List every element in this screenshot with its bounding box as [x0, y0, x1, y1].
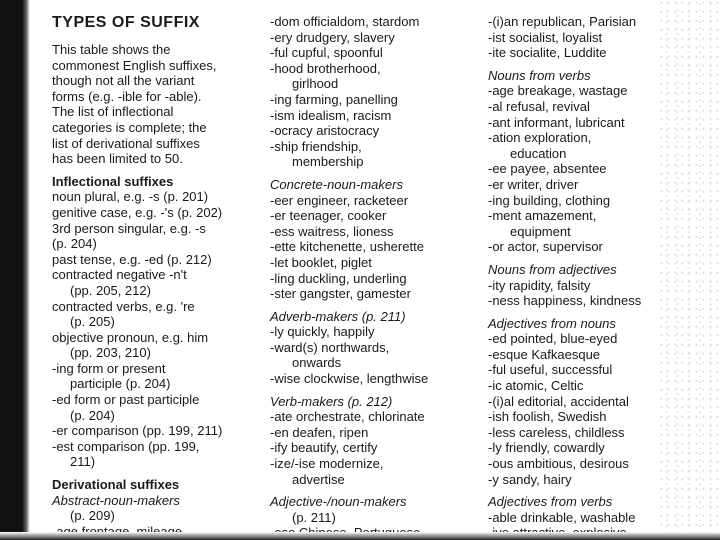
inflectional-heading: Inflectional suffixes: [52, 173, 174, 189]
spacer: [270, 302, 482, 309]
suffix-entry: -ster gangster, gamester: [270, 286, 411, 302]
entry-continuation: membership: [292, 154, 364, 170]
column-3: [488, 14, 694, 530]
suffix-entry: -er writer, driver: [488, 176, 579, 192]
entry-continuation: equipment: [510, 223, 571, 239]
suffix-entry: -ship friendship,: [270, 138, 362, 154]
spacer: [488, 255, 694, 262]
inflectional-entry: genitive case, e.g. -'s (p. 202): [52, 204, 223, 220]
suffix-entry: -(i)al editorial, accidental: [488, 393, 629, 409]
inflectional-entry: (pp. 205, 212): [70, 282, 151, 298]
suffix-entry: -ling duckling, underling: [270, 270, 407, 286]
suffix-entry: -ful cupful, spoonful: [270, 45, 383, 61]
spacer: [488, 487, 694, 494]
entry-continuation: education: [510, 145, 567, 161]
suffix-entry: -ite socialite, Luddite: [488, 45, 607, 61]
suffix-entry: -wise clockwise, lengthwise: [270, 371, 429, 387]
inflectional-entry: 211): [70, 454, 96, 470]
column-1: [52, 14, 262, 530]
entry-continuation: girlhood: [292, 76, 339, 92]
intro-paragraph: [52, 42, 262, 167]
suffix-entry: -or actor, supervisor: [488, 239, 603, 255]
inflectional-entry: (pp. 203, 210): [70, 345, 151, 361]
suffix-entry: -ation exploration,: [488, 130, 592, 146]
section-heading: Adjectives from nouns: [488, 315, 616, 331]
column-2: [270, 14, 482, 530]
inflectional-entry: contracted verbs, e.g. 're: [52, 298, 195, 314]
inflectional-entry: past tense, e.g. -ed (p. 212): [52, 251, 212, 267]
section-heading: Adverb-makers (p. 211): [270, 308, 406, 324]
inflectional-entry: -ing form or present: [52, 360, 166, 376]
inflectional-entry: (p. 204): [52, 236, 97, 252]
scan-bottom-edge: [0, 532, 720, 540]
entry-continuation: onwards: [292, 355, 342, 371]
inflectional-entry: (p. 205): [70, 314, 115, 330]
spacer: [488, 61, 694, 68]
inflectional-entry: contracted negative -n't: [52, 267, 187, 283]
section-heading: Concrete-noun-makers: [270, 176, 403, 192]
spacer: [270, 170, 482, 177]
suffix-entry: -ism idealism, racism: [270, 107, 392, 123]
suffix-entry: -al refusal, revival: [488, 98, 590, 114]
suffix-entry: -ize/-ise modernize,: [270, 456, 384, 472]
section-heading: Adjective-/noun-makers: [270, 494, 407, 510]
suffix-entry: -ess waitress, lioness: [270, 223, 394, 239]
inflectional-entry: participle (p. 204): [70, 376, 171, 392]
page-title: TYPES OF SUFFIX: [52, 14, 200, 31]
intro-line: though not all the variant: [52, 73, 195, 89]
inflectional-entry: 3rd person singular, e.g. -s: [52, 220, 206, 236]
suffix-entry: -ant informant, lubricant: [488, 114, 625, 130]
intro-line: The list of inflectional: [52, 104, 174, 120]
suffix-entry: -eer engineer, racketeer: [270, 192, 409, 208]
suffix-entry: -ward(s) northwards,: [270, 339, 390, 355]
suffix-entry: -ing building, clothing: [488, 192, 611, 208]
suffix-entry: -ful useful, successful: [488, 362, 613, 378]
intro-line: categories is complete; the: [52, 119, 207, 135]
suffix-entry: -hood brotherhood,: [270, 60, 381, 76]
suffix-entry: -ic atomic, Celtic: [488, 378, 584, 394]
suffix-entry: -ly quickly, happily: [270, 324, 375, 340]
suffix-entry: -ly friendly, cowardly: [488, 440, 605, 456]
suffix-entry: -ocracy aristocracy: [270, 123, 380, 139]
suffix-entry: -ate orchestrate, chlorinate: [270, 409, 425, 425]
section-heading: Nouns from verbs: [488, 67, 591, 83]
spacer: [488, 309, 694, 316]
suffix-entry: -ist socialist, loyalist: [488, 29, 603, 45]
suffix-entry: -able drinkable, washable: [488, 509, 636, 525]
suffix-entry: -ing farming, panelling: [270, 91, 398, 107]
inflectional-entry: -er comparison (pp. 199, 211): [52, 423, 223, 439]
suffix-entry: -ify beautify, certify: [270, 440, 378, 456]
inflectional-entry: (p. 204): [70, 407, 115, 423]
suffix-entry: -ity rapidity, falsity: [488, 277, 591, 293]
suffix-entry: -ee payee, absentee: [488, 161, 607, 177]
suffix-entry: -ness happiness, kindness: [488, 293, 642, 309]
suffix-entry: -less careless, childless: [488, 424, 625, 440]
suffix-entry: -ment amazement,: [488, 208, 597, 224]
page-reference: (p. 209): [70, 508, 115, 524]
inflectional-entry: -ed form or past participle: [52, 392, 200, 408]
section-heading: Adjectives from verbs: [488, 494, 613, 510]
inflectional-entry: -est comparison (pp. 199,: [52, 438, 200, 454]
spacer: [52, 470, 262, 477]
spacer: [270, 487, 482, 494]
entry-continuation: advertise: [292, 471, 345, 487]
inflectional-list: [52, 189, 262, 470]
section-heading: Nouns from adjectives: [488, 261, 617, 277]
intro-line: commonest English suffixes,: [52, 57, 217, 73]
intro-line: list of derivational suffixes: [52, 135, 200, 151]
intro-line: has been limited to 50.: [52, 151, 183, 167]
entry-continuation: (p. 211): [292, 509, 336, 525]
suffix-entry: -ed pointed, blue-eyed: [488, 331, 618, 347]
spacer: [270, 387, 482, 394]
derivational-heading: Derivational suffixes: [52, 477, 180, 493]
suffix-entry: -y sandy, hairy: [488, 471, 572, 487]
inflectional-entry: noun plural, e.g. -s (p. 201): [52, 189, 209, 205]
section-heading: Verb-makers (p. 212): [270, 393, 393, 409]
suffix-entry: -ery drudgery, slavery: [270, 29, 395, 45]
spacer: [52, 167, 262, 174]
suffix-entry: -(i)an republican, Parisian: [488, 14, 637, 29]
suffix-entry: -ette kitchenette, usherette: [270, 239, 424, 255]
abstract-noun-makers-heading: Abstract-noun-makers: [52, 492, 180, 508]
intro-line: This table shows the: [52, 42, 171, 57]
suffix-entry: -er teenager, cooker: [270, 208, 387, 224]
suffix-entry: -esque Kafkaesque: [488, 346, 601, 362]
intro-line: forms (e.g. -ible for -able).: [52, 88, 202, 104]
suffix-entry: -let booklet, piglet: [270, 254, 372, 270]
inflectional-entry: objective pronoun, e.g. him: [52, 329, 209, 345]
suffix-entry: -ous ambitious, desirous: [488, 456, 629, 472]
suffix-entry: -ish foolish, Swedish: [488, 409, 607, 425]
suffix-entry: -en deafen, ripen: [270, 424, 369, 440]
suffix-entry: -age breakage, wastage: [488, 83, 628, 99]
scan-binding-edge: [0, 0, 30, 540]
suffix-entry: -dom officialdom, stardom: [270, 14, 420, 29]
